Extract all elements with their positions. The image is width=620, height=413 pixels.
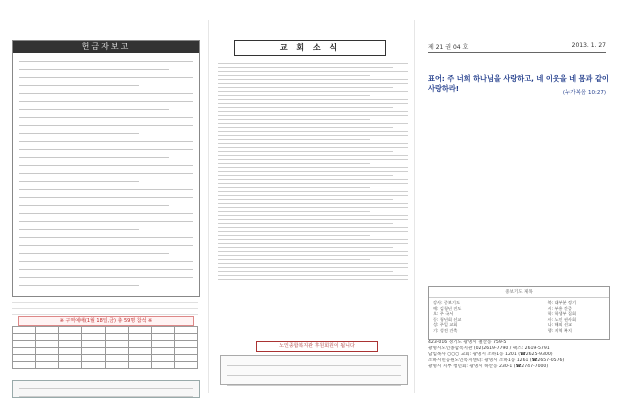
- sponsor-banner: 노인종합복지관 후원회원이 됩니다: [256, 341, 378, 352]
- left-page: [0, 0, 210, 413]
- prayer-list-caption: 중보기도 제목: [429, 287, 609, 298]
- welfare-center-box: [220, 355, 408, 385]
- prayer-cell: 시: 부흥 간증: [547, 305, 572, 311]
- issue-date: 2013. 1. 27: [571, 42, 606, 49]
- theme-verse-reference: (누가복음 10:27): [562, 90, 606, 96]
- issue-number: 제 21 권 04 호: [428, 44, 469, 51]
- prayer-cell: 행: 지역 복지: [547, 327, 572, 333]
- prayer-cell: 오: 주 국서: [433, 311, 454, 317]
- prayer-list: [429, 298, 609, 336]
- prayer-cell: 북: 대부분 정기: [547, 300, 577, 305]
- church-info: [428, 340, 608, 370]
- prayer-cell: 기: 성전 건축: [433, 327, 458, 333]
- prayer-cell: 학: 학생부 집회: [547, 311, 577, 317]
- prayer-cell: 사: 노인 권사회: [547, 316, 577, 322]
- middle-page: [208, 0, 414, 413]
- prayer-cell: 나: 해외 선교: [547, 322, 572, 328]
- prayer-cell: 동: 청년회 선교: [433, 316, 462, 322]
- prayer-row: [433, 328, 605, 334]
- prayer-list-box: [428, 286, 610, 340]
- church-info-line: 광명시 지부 청년회: 광명시 하안동 230-1 (☎2747-7000): [428, 364, 549, 369]
- prayer-cell: 성: 주일 교회: [433, 322, 458, 328]
- church-info-line: 담임목사 ○○○ 교회: 광명시 소하1동 1201 (☎2625-9300): [428, 352, 553, 357]
- right-page: [414, 0, 620, 413]
- prayer-cell: [490, 328, 547, 334]
- prayer-cell: 강사: 중보기도: [433, 300, 461, 305]
- church-news-title: 교 회 소 식: [234, 40, 386, 56]
- church-info-line: 423-016 경기도 광명시 철산동 759-5: [428, 340, 507, 345]
- welfare-sponsor-box: [12, 380, 200, 398]
- offering-report-box: [12, 40, 200, 297]
- theme-verse: 표어: 주 너희 하나님을 사랑하고, 네 이웃을 네 몸과 같이 사랑하라!: [428, 74, 609, 93]
- prayer-meeting-banner: ※ 구역예배(1월 18일,금) 총 59명 참석 ※: [18, 316, 194, 326]
- church-news-body: [218, 60, 408, 283]
- prayer-cell: 예: 김청년 진도: [433, 305, 462, 311]
- offering-report-title: 헌금자보고: [13, 41, 199, 53]
- church-info-line: 소하시민공원노인복지센터: 광명시 소하1동 1261 (☎2657-0576): [428, 358, 565, 363]
- church-info-line: 광명시노인종합복지관 (02)2619-7790 / 팩스: 2619-5791: [428, 346, 550, 351]
- duty-table: [12, 326, 198, 369]
